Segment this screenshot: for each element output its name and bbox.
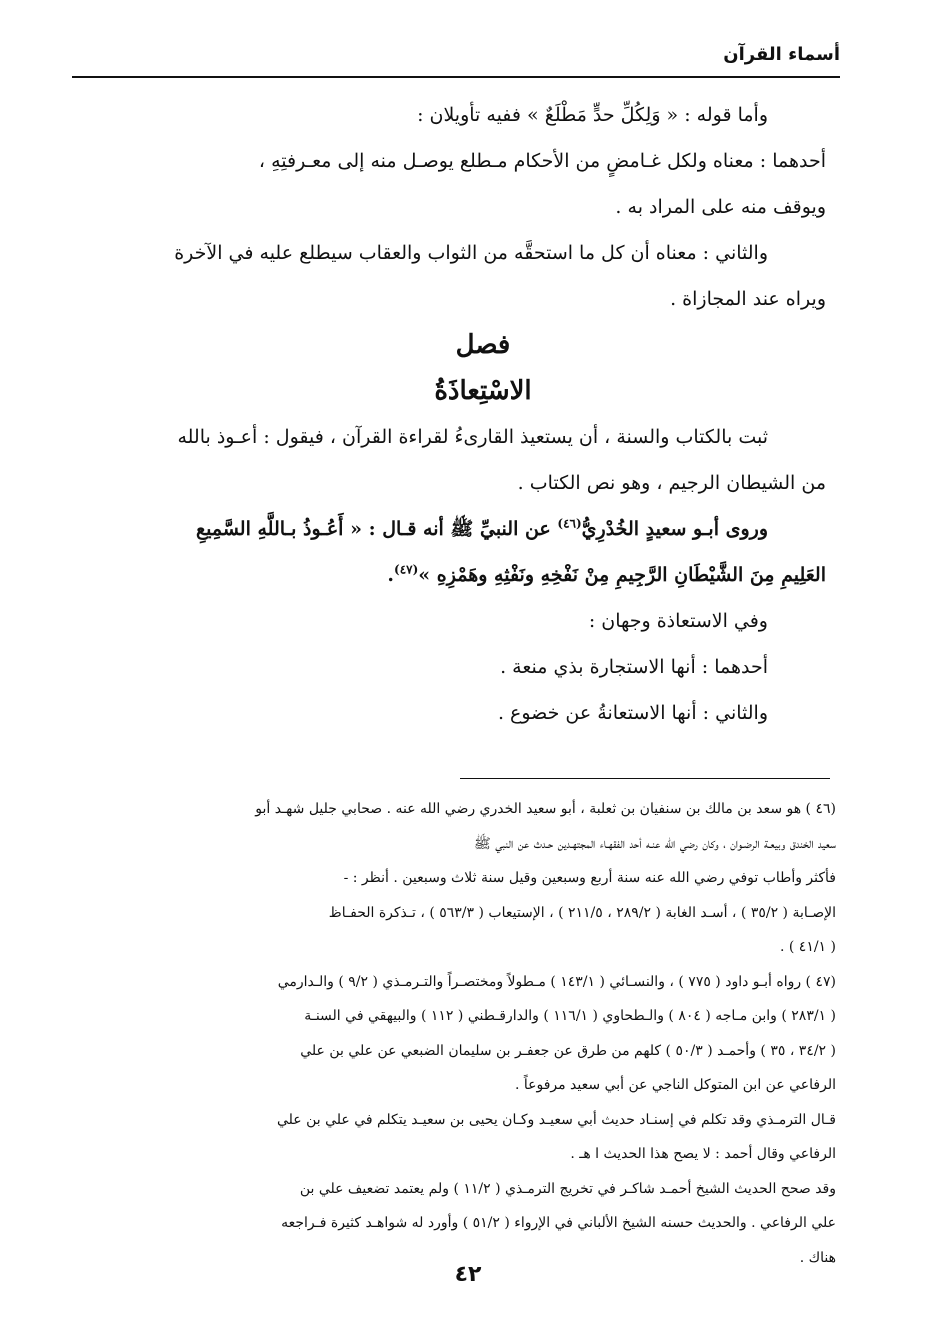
- footnotes: [72, 792, 836, 1275]
- paragraph-5-start: وروى أبـو سعيدٍ الخُدْرِيُّ: [581, 518, 768, 540]
- running-header: أسماء القرآن: [723, 44, 840, 65]
- page-number: ٤٢: [454, 1262, 482, 1287]
- paragraph-5-hadith-end: العَلِيمِ مِنَ الشَّيْطَانِ الرَّجِيمِ مِنْ نَفْخِهِ ونَفْثِهِ وهَمْزِهِ »: [418, 564, 826, 586]
- header-rule: [72, 76, 840, 78]
- paragraph-5: [70, 506, 826, 552]
- paragraph-5-continued: [70, 552, 826, 598]
- paragraph-3: والثاني : معناه أن كل ما استحقَّه من الثواب والعقاب سيطلع عليه في الآخرة: [174, 242, 768, 264]
- footnote-47-line-8: علي الرفاعي . والحديث حسنه الشيخ الألباني في الإرواء ( ٥١/٢ ) وأورد له شواهـد كثيرة فـراجعه: [281, 1215, 836, 1231]
- footnote-rule: [460, 778, 830, 779]
- footnote-47-line-5: قـال الترمـذي وقد تكلم في إسنـاد حديث أبي سعيـد وكـان يحيى بن سعيـد يتكلم في علي بن علي: [277, 1111, 836, 1128]
- paragraph-8: والثاني : أنها الاستعانةُ عن خضوع .: [497, 702, 768, 724]
- footnote-47-line-6: الرفاعي وقال أحمد : لا يصح هذا الحديث ا هـ .: [570, 1146, 836, 1162]
- section-subheading: الاسْتِعاذَةُ: [434, 376, 532, 406]
- paragraph-2-continued: ويوقف منه على المراد به .: [615, 196, 826, 218]
- main-text: [70, 92, 826, 736]
- footnote-47-line-2: ( ٢٨٣/١ ) وابن مـاجه ( ٨٠٤ ) والـطحاوي ( ١١٦/١ ) والدارقـطني ( ١١٢ ) والبيهقي في السنـة: [304, 1008, 836, 1024]
- paragraph-3-continued: ويراه عند المجازاة .: [670, 288, 826, 310]
- paragraph-5-period: .: [387, 564, 395, 586]
- paragraph-6: وفي الاستعاذة وجهان :: [588, 610, 768, 632]
- footnote-46-line-4: الإصـابة ( ٣٥/٢ ) ، أسـد الغابة ( ٢٨٩/٢ ، ٢١١/٥ ) ، الإستيعاب ( ٥٦٣/٣ ) ، تـذكرة الحفـاظ: [328, 904, 836, 921]
- footnote-47-line-4: الرفاعي عن ابن المتوكل الناجي عن أبي سعيد مرفوعاً .: [514, 1077, 836, 1093]
- footnote-46-line-1: (٤٦ ) هو سعد بن مالك بن سنفيان بن ثعلبة ، أبو سعيد الخدري رضي الله عنه . صحابي جليل شهـد أبو: [255, 801, 836, 817]
- paragraph-7: أحدهما : أنها الاستجارة بذي منعة .: [500, 656, 768, 678]
- paragraph-2: أحدهما : معناه ولكل غـامضٍ من الأحكام مـطلع يوصـل منه إلى معـرفتِهِ ،: [258, 150, 826, 172]
- paragraph-1: وأما قوله : « وَلِكُلِّ حدٍّ مَطْلَعٌ » ففيه تأويلان :: [417, 104, 768, 126]
- footnote-46-line-5: ( ٤١/١ ) .: [779, 939, 836, 955]
- paragraph-4: ثبت بالكتاب والسنة ، أن يستعيذ القارىءُ لقراءة القرآن ، فيقول : أعـوذ بالله: [177, 426, 768, 448]
- paragraph-4-continued: من الشيطان الرجيم ، وهو نص الكتاب .: [517, 472, 826, 494]
- footnote-46-line-2: سعيد الخندق وبيعـة الرضـوان ، وكان رضي الله عنـه أحد الفقهـاء المجتهـدين حـدث عن النبي ﷺ: [473, 835, 836, 852]
- footnote-47-line-9: هناك .: [799, 1249, 836, 1266]
- footnote-47-line-7: وقد صحح الحديث الشيخ أحمـد شاكـر في تخريج الترمـذي ( ١١/٢ ) ولم يعتمد تضعيف علي بن: [299, 1180, 836, 1197]
- footnote-46-line-3: فأكثر وأطاب توفي رضي الله عنه سنة أربع وسبعين وقيل سنة ثلاث وسبعين . أنظر : -: [343, 870, 836, 886]
- section-heading: فصل: [455, 330, 511, 360]
- footnote-47-line-1: (٤٧ ) رواه أبـو داود ( ٧٧٥ ) ، والنسـائي ( ١٤٣/١ ) مـطولاً ومختصـراً والتـرمـذي ( ٩/٢ ) والـدارمي: [277, 973, 836, 990]
- footnote-47-line-3: ( ٣٤/٢ ، ٣٥ ) وأحمـد ( ٥٠/٣ ) كلهم من طرق عن جعفـر بن سليمان الضبعي عن علي بن علي: [300, 1042, 836, 1059]
- paragraph-5-hadith: عن النبيِّ ﷺ أنه قـال : « أَعُـوذُ بـاللَّهِ السَّمِيعِ: [196, 518, 558, 540]
- footnote-ref-46[interactable]: (٤٦): [557, 516, 582, 531]
- footnote-ref-47[interactable]: (٤٧): [394, 562, 419, 577]
